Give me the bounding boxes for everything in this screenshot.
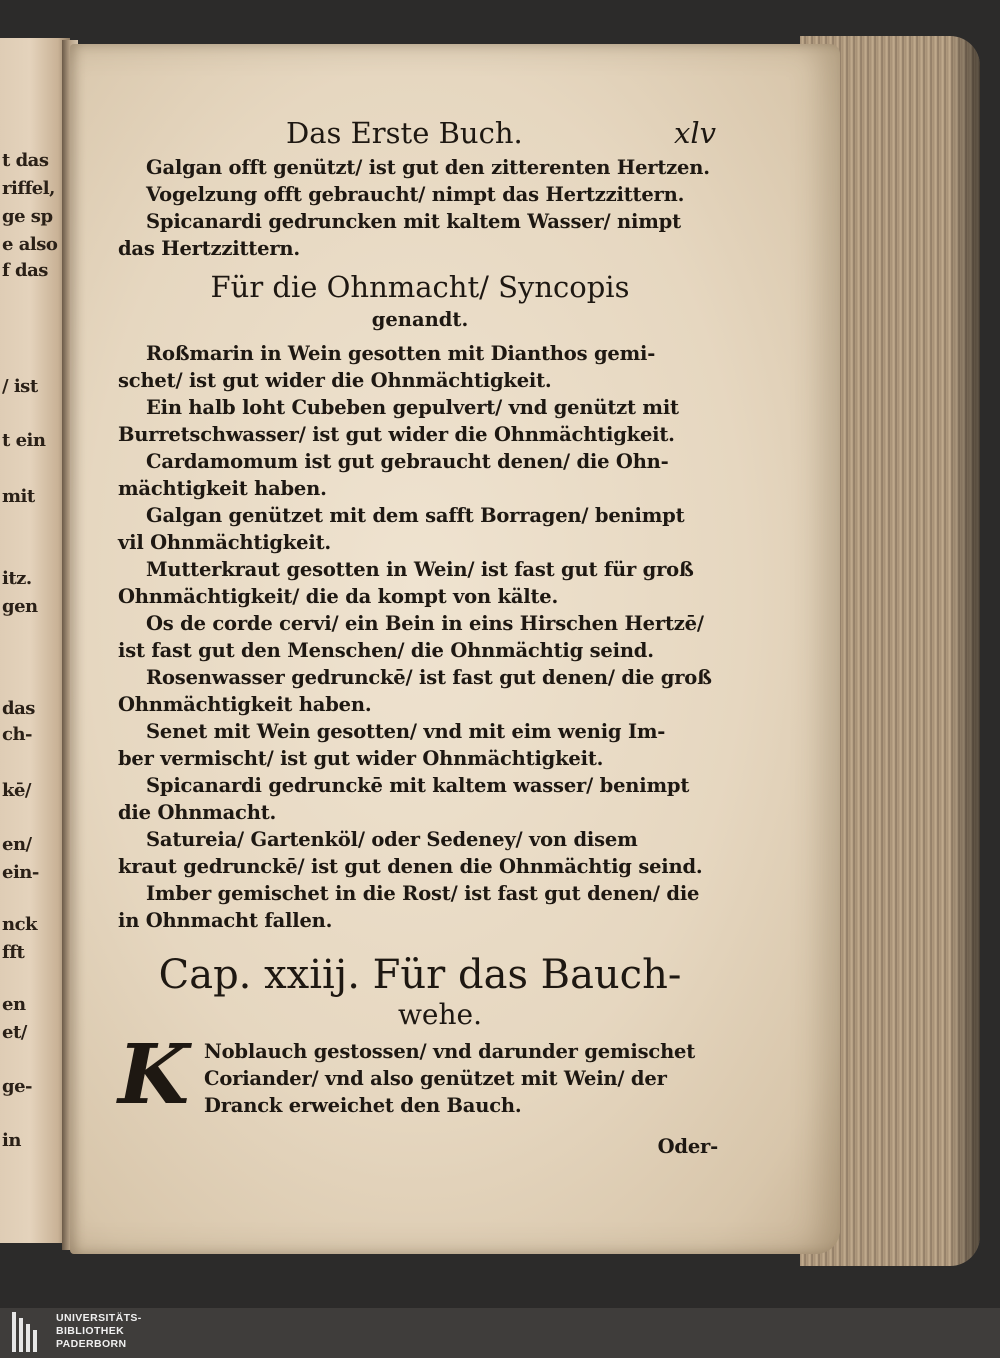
library-logo-text: [56, 1312, 142, 1351]
left-fragment: das: [2, 698, 35, 719]
library-footer: [0, 1308, 1000, 1358]
text-line: Vogelzung offt gebraucht/ nimpt das Hertzzittern.: [146, 183, 685, 206]
left-fragment: et/: [2, 1022, 27, 1043]
text-line: in Ohnmacht fallen.: [118, 909, 333, 932]
left-page-edge: [0, 38, 70, 1243]
running-title: Das Erste Buch.: [286, 116, 523, 150]
library-logo-line: BIBLIOTHEK: [56, 1325, 125, 1337]
section-subheading: genandt.: [371, 308, 469, 331]
left-fragment: / ist: [2, 376, 38, 397]
left-fragment: nck: [2, 914, 38, 935]
library-logo-icon: [12, 1312, 48, 1352]
text-line: Roßmarin in Wein gesotten mit Dianthos gemi-: [146, 342, 656, 365]
text-line: ber vermischt/ ist gut wider Ohnmächtigkeit.: [118, 747, 604, 770]
text-line: das Hertzzittern.: [118, 237, 300, 260]
left-fragment: e also: [2, 234, 58, 255]
text-line: Galgan genützet mit dem safft Borragen/ benimpt: [146, 504, 685, 527]
left-fragment: itz.: [2, 568, 32, 589]
left-fragment: ein-: [2, 862, 39, 883]
chapter-paragraph: [118, 1027, 722, 1123]
running-header: [118, 116, 722, 154]
text-line: Galgan offt genützt/ ist gut den zitterenten Hertzen.: [146, 156, 710, 179]
chapter-heading-continuation: wehe.: [397, 998, 483, 1031]
left-fragment: t das: [2, 150, 49, 171]
text-line: Ohnmächtigkeit haben.: [118, 693, 372, 716]
left-fragment: t ein: [2, 430, 46, 451]
left-fragment: riffel,: [2, 178, 55, 199]
text-line: Noblauch gestossen/ vnd darunder gemischet: [204, 1040, 696, 1063]
text-line: Cardamomum ist gut gebraucht denen/ die Ohn-: [146, 450, 669, 473]
text-line: Spicanardi gedruncken mit kaltem Wasser/ nimpt: [146, 210, 681, 233]
text-line: Mutterkraut gesotten in Wein/ ist fast gut für groß: [146, 558, 694, 581]
text-line: Spicanardi gedrunckē mit kaltem wasser/ benimpt: [146, 774, 690, 797]
text-line: Ohnmächtigkeit/ die da kompt von kälte.: [118, 585, 559, 608]
text-line: Senet mit Wein gesotten/ vnd mit eim wenig Im-: [146, 720, 666, 743]
text-line: Imber gemischet in die Rost/ ist fast gut denen/ die: [146, 882, 700, 905]
page-text: [118, 116, 722, 1160]
left-fragment: ge-: [2, 1076, 33, 1097]
catchword: Oder-: [657, 1135, 718, 1158]
folio-number: xlv: [673, 116, 716, 150]
left-fragment: ge sp: [2, 206, 53, 227]
text-line: kraut gedrunckē/ ist gut denen die Ohnmächtig seind.: [118, 855, 703, 878]
text-line: Burretschwasser/ ist gut wider die Ohnmächtigkeit.: [118, 423, 675, 446]
left-fragment: in: [2, 1130, 21, 1151]
left-fragment: kē/: [2, 780, 31, 801]
text-line: schet/ ist gut wider die Ohnmächtigkeit.: [118, 369, 552, 392]
left-fragment: en/: [2, 834, 32, 855]
text-line: Coriander/ vnd also genützet mit Wein/ der: [204, 1067, 667, 1090]
drop-capital: K: [118, 1027, 190, 1123]
text-line: Os de corde cervi/ ein Bein in eins Hirschen Hertzē/: [146, 612, 704, 635]
text-line: die Ohnmacht.: [118, 801, 277, 824]
library-logo-line: PADERBORN: [56, 1338, 127, 1350]
text-line: Satureia/ Gartenköl/ oder Sedeney/ von disem: [146, 828, 638, 851]
text-line: Dranck erweichet den Bauch.: [204, 1094, 522, 1117]
text-line: Rosenwasser gedrunckē/ ist fast gut denen/ die groß: [146, 666, 712, 689]
section-heading: Für die Ohnmacht/ Syncopis: [210, 270, 630, 304]
left-fragment: mit: [2, 486, 35, 507]
left-fragment: f das: [2, 260, 48, 281]
left-fragment: fft: [2, 942, 25, 963]
text-line: Ein halb loht Cubeben gepulvert/ vnd genützt mit: [146, 396, 679, 419]
left-fragment: gen: [2, 596, 38, 617]
chapter-heading: Cap. xxiij. Für das Bauch-: [158, 952, 682, 998]
left-fragment: en: [2, 994, 26, 1015]
text-line: ist fast gut den Menschen/ die Ohnmächtig seind.: [118, 639, 654, 662]
text-line: mächtigkeit haben.: [118, 477, 327, 500]
text-line: vil Ohnmächtigkeit.: [118, 531, 331, 554]
library-logo-line: UNIVERSITÄTS-: [56, 1312, 142, 1324]
left-fragment: ch-: [2, 724, 33, 745]
